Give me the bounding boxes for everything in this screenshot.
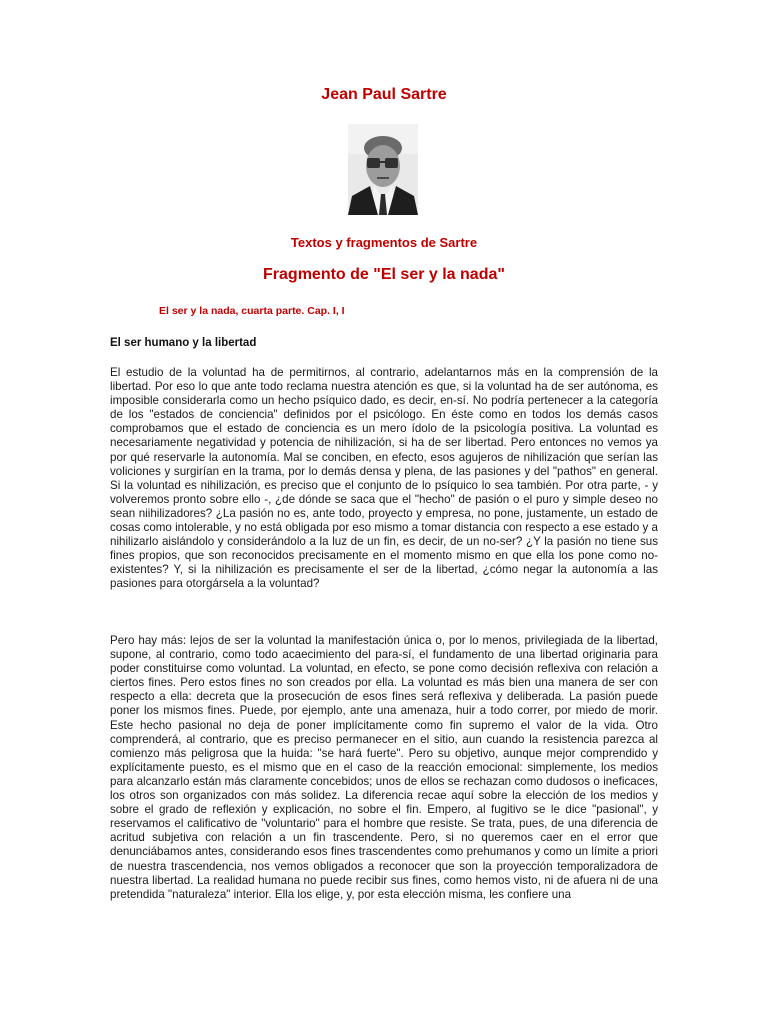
collection-subtitle: Textos y fragmentos de Sartre [290, 235, 478, 250]
author-title: Jean Paul Sartre [321, 86, 447, 103]
section-title: El ser humano y la libertad [110, 337, 257, 349]
portrait-photo-icon [348, 124, 418, 215]
fragment-heading: Fragmento de "El ser y la nada" [263, 266, 505, 283]
body-paragraph-2: Pero hay más: lejos de ser la voluntad la manifestación única o, por lo menos, privilegiada de la libertad, supone, al contrario, como todo acaecimiento del para-sí, el fundamento de una libertad originaria para poder constituirse como voluntad. La voluntad, en efecto, se pone como decisión reflexiva con relación a ciertos fines. Pero estos fines no son creados por ella. La voluntad es más bien una manera de ser con respecto a ella: decreta que la prosecución de esos fines será reflexiva y deliberada. La pasión puede poner los mismos fines. Puede, por ejemplo, ante una amenaza, huir a todo correr, por miedo de morir. Este hecho pasional no deja de poner implícitamente como fin supremo el valor de la vida. Otro comprenderá, al contrario, que es preciso permanecer en el sitio, aun cuando la resistencia parezca al comienzo más peligrosa que la huida: "se hará fuerte". Pero su objetivo, aunque mejor comprendido y explícitamente puesto, es el mismo que en el caso de la reacción emocional: simplemente, los medios para alcanzarlo están más claramente concebidos; unos de ellos se rechazan como dudosos o ineficaces, los otros son organizados con más solidez. La diferencia recae aquí sobre la elección de los medios y sobre el grado de reflexión y explicación, no sobre el fin. Empero, al fugitivo se le dice "pasional", y reservamos el calificativo de "voluntario" para el hombre que resiste. Se trata, pues, de una diferencia de acritud subjetiva con relación a un fin trascendente. Pero, si no queremos caer en el error que denunciábamos antes, considerando esos fines trascendentes como prehumanos y como un límite a priori de nuestra trascendencia, nos vemos obligados a reconocer que son la proyección temporalizadora de nuestra libertad. La realidad humana no puede recibir sus fines, como hemos visto, ni de afuera ni de una pretendida "naturaleza" interior. Ella los elige, y, por esta elección misma, les confiere una [110, 634, 658, 901]
source-reference: El ser y la nada, cuarta parte. Cap. I, I [159, 305, 345, 317]
body-paragraph-1: El estudio de la voluntad ha de permitirnos, al contrario, adelantarnos más en la comprensión de la libertad. Por eso lo que ante todo reclama nuestra atención es que, si la voluntad ha de ser autónoma, es imposible considerarla como un hecho psíquico dado, es decir, en-sí. No podría pertenecer a la categoría de los "estados de conciencia" definidos por el psicólogo. En éste como en todos los demás casos comprobamos que el estado de conciencia es un mero ídolo de la psicología positiva. La voluntad es necesariamente negatividad y potencia de nihilización, si ha de ser libertad. Pero entonces no vemos ya por qué reservarle la autonomía. Mal se conciben, en efecto, esos agujeros de nihilización que serían las voliciones y surgirían en la trama, por lo demás densa y plena, de las pasiones y del "pathos" en general. Si la voluntad es nihilización, es preciso que el conjunto de lo psíquico lo sea también. Por otra parte, - y volveremos pronto sobre ello -, ¿de dónde se saca que el "hecho" de pasión o el puro y simple deseo no sean niihilizadores? ¿La pasión no es, ante todo, proyecto y empresa, no pone, justamente, un estado de cosas como intolerable, y no está obligada por eso mismo a tomar distancia con respecto a ese estado y a nihilizarlo aislándolo y considerándolo a la luz de un fin, es decir, de un no-ser? ¿Y la pasión no tiene sus fines propios, que son reconocidos precisamente en el momento mismo en que ella los pone como no-existentes? Y, si la nihilización es precisamente el ser de la libertad, ¿cómo negar la autonomía a las pasiones para otorgársela a la voluntad? [110, 366, 658, 591]
